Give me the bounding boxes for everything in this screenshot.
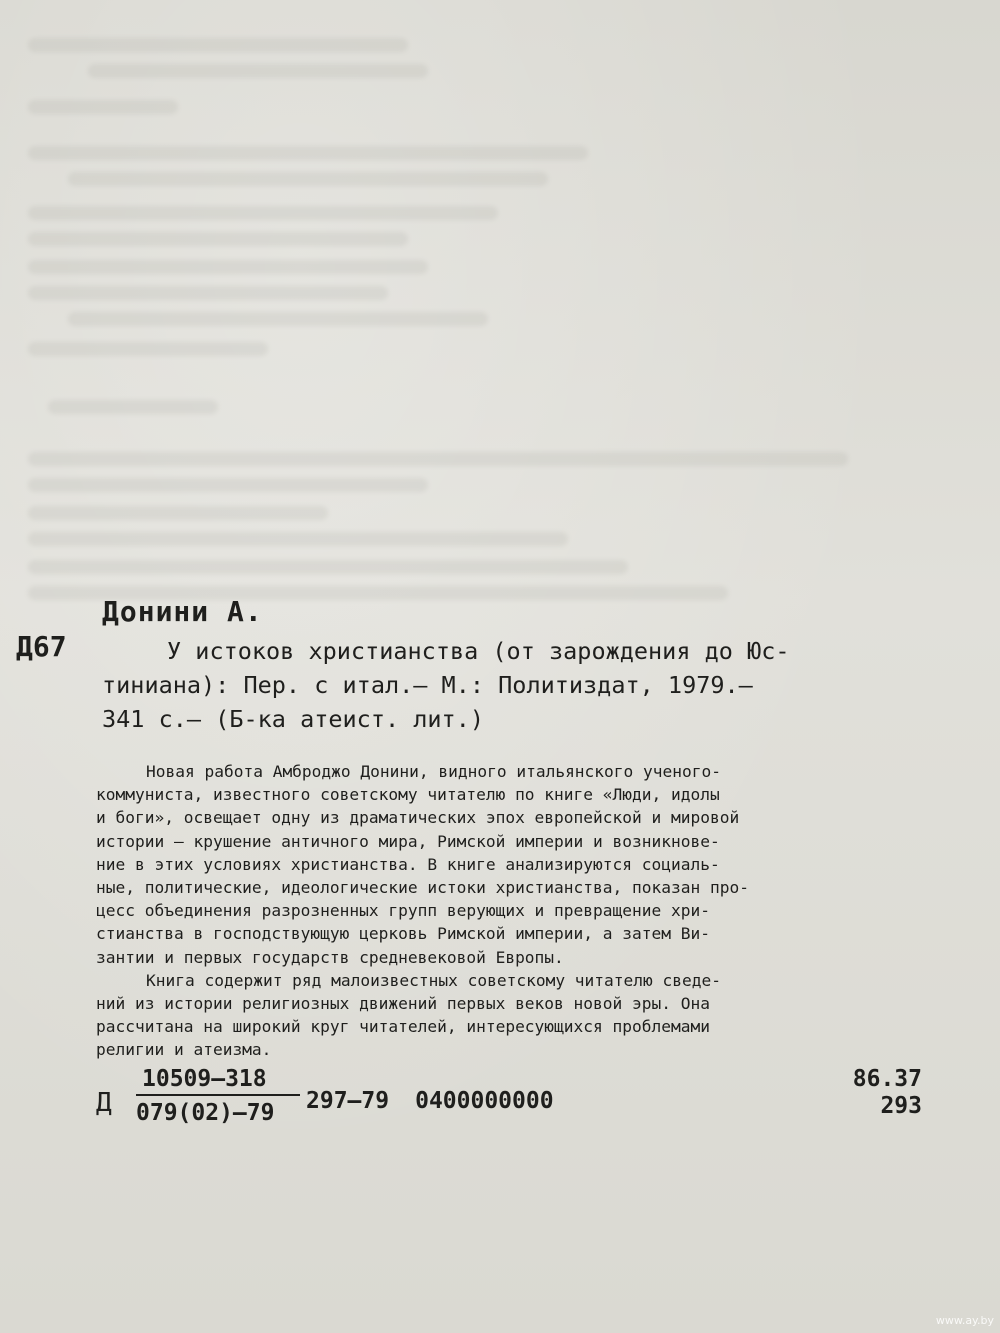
annotation-line: цесс объединения разрозненных групп верующих и превращение хри-: [96, 901, 710, 921]
annotation-line: зантии и первых государств средневековой Европы.: [96, 947, 564, 967]
watermark: www.ay.by: [935, 1314, 994, 1327]
annotation-line: коммуниста, известного советскому читателю по книге «Люди, идолы: [96, 785, 720, 805]
classification-numbers: [853, 1066, 922, 1120]
call-number: Д67: [16, 630, 67, 663]
show-through-text: [28, 20, 958, 620]
annotation-line: истории — крушение античного мира, Римской империи и возникнове-: [96, 831, 720, 851]
author-heading: Донини А.: [102, 595, 263, 628]
udc-number: 293: [880, 1093, 922, 1119]
bbk-number: 86.37: [852, 1066, 922, 1092]
annotation-line: ний из истории религиозных движений первых веков новой эры. Она: [96, 994, 710, 1014]
title-line: 341 с.— (Б-ка атеист. лит.): [102, 705, 485, 733]
annotation-line: религии и атеизма.: [96, 1040, 272, 1060]
annotation-line: ные, политические, идеологические истоки христианства, показан про-: [96, 878, 749, 898]
index-numerator: 10509—318: [136, 1066, 300, 1096]
title-line: тиниана): Пер. с итал.— М.: Политиздат, 1979.—: [102, 671, 753, 699]
annotation-text: [96, 760, 928, 1062]
index-fraction: [136, 1066, 306, 1126]
bibliographic-description: [102, 634, 932, 736]
annotation-line: ние в этих условиях христианства. В книге анализируются социаль-: [96, 854, 720, 874]
index-codes: [306, 1088, 554, 1114]
title-line: У истоков христианства (от зарождения до Юс-: [167, 637, 790, 665]
annotation-line: Книга содержит ряд малоизвестных советскому читателю сведе-: [146, 970, 721, 990]
annotation-line: Новая работа Амброджо Донини, видного итальянского ученого-: [146, 762, 721, 781]
index-letter: Д: [96, 1088, 112, 1118]
annotation-line: стианства в господствующую церковь Римской империи, а затем Ви-: [96, 924, 710, 944]
catalog-code: 0400000000: [415, 1088, 554, 1114]
annotation-line: и боги», освещает одну из драматических эпох европейской и мировой: [96, 808, 740, 828]
annotation-line: рассчитана на широкий круг читателей, интересующихся проблемами: [96, 1017, 710, 1037]
order-number: 297—79: [306, 1088, 390, 1114]
index-denominator: 079(02)—79: [136, 1100, 275, 1126]
